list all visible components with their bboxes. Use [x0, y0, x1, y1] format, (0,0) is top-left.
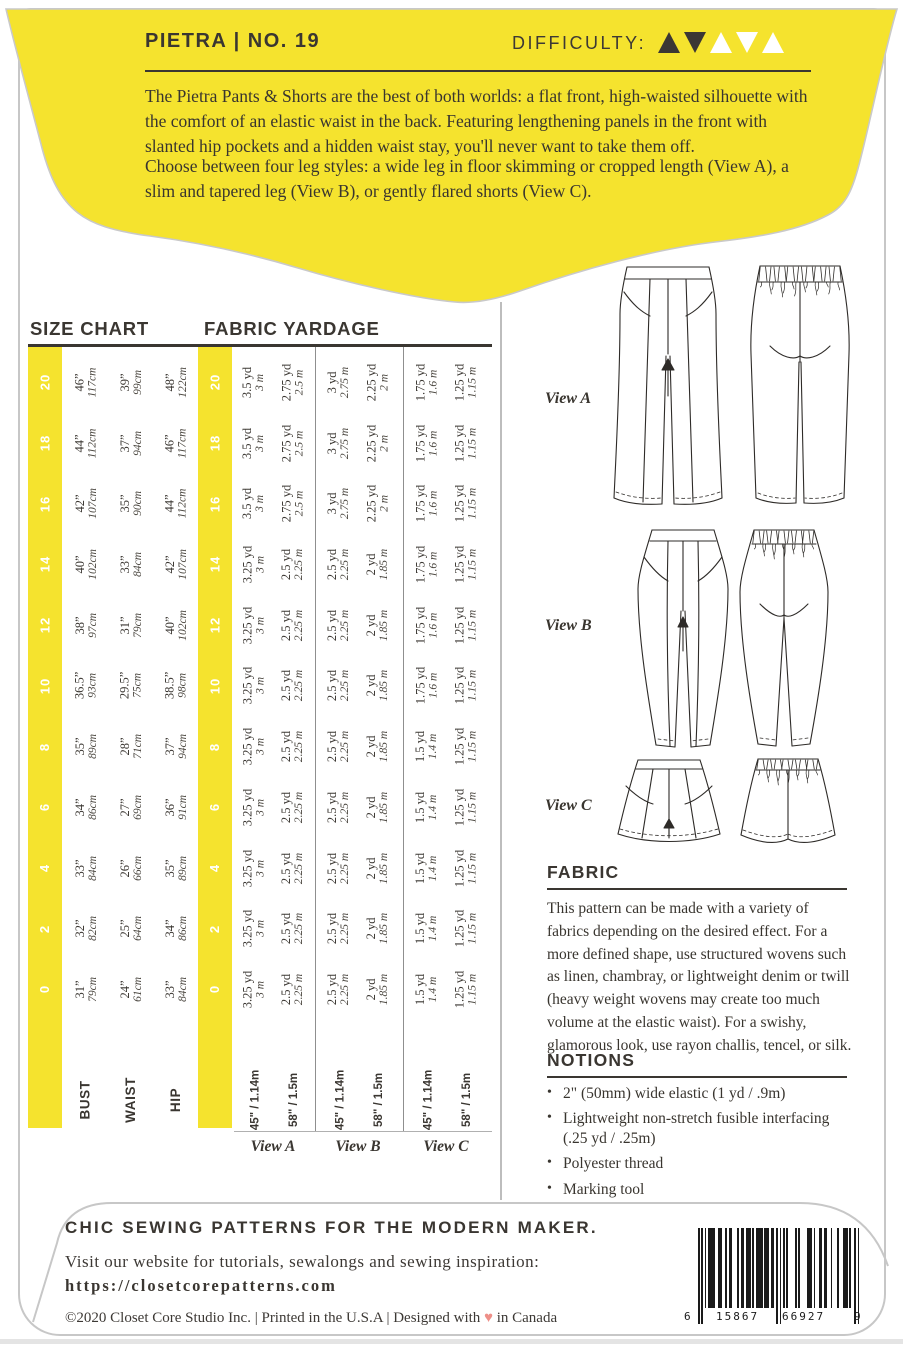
- yardage-size-cell: 6: [207, 803, 223, 812]
- notions-list: [547, 1084, 853, 1205]
- size-chart-size-cell: 20: [37, 374, 53, 391]
- size-chart-measurement-cell: 26” 66cm: [117, 855, 144, 881]
- yardage-size-cell: 8: [207, 742, 223, 751]
- yardage-value-cell: 1.5 yd 1.4 m: [413, 791, 440, 823]
- yardage-width-label: 58" / 1.5m: [461, 1072, 474, 1128]
- yardage-footer-rule: [234, 1131, 492, 1132]
- size-chart-measurement-cell: 35” 90cm: [117, 491, 144, 517]
- barcode-bar: [764, 1228, 769, 1308]
- barcode-bar: [831, 1228, 833, 1308]
- barcode-bar: [776, 1228, 778, 1324]
- yardage-value-cell: 2.25 yd 2 m: [364, 424, 391, 462]
- view-c-label: View C: [545, 797, 592, 814]
- barcode-bar: [798, 1228, 800, 1308]
- yardage-value-cell: 2.5 yd 2.25 m: [325, 730, 352, 763]
- yardage-value-cell: 1.75 yd 1.6 m: [413, 545, 440, 584]
- yardage-value-cell: 2 yd 1.85 m: [364, 730, 391, 763]
- yardage-value-cell: 2.75 yd 2.5 m: [279, 363, 306, 402]
- barcode-bar: [725, 1228, 727, 1308]
- size-chart-measurement-cell: 39” 99cm: [117, 369, 144, 395]
- yardage-value-cell: 1.25 yd 1.15 m: [452, 363, 479, 402]
- footer-url: https://closetcorepatterns.com: [65, 1276, 337, 1295]
- barcode-digit-left: 6: [684, 1310, 691, 1323]
- yardage-value-cell: 1.25 yd 1.15 m: [452, 606, 479, 644]
- size-chart-measurement-cell: 44” 112cm: [72, 428, 99, 458]
- yardage-value-cell: 1.5 yd 1.4 m: [413, 973, 440, 1005]
- yardage-value-cell: 1.25 yd 1.15 m: [452, 484, 479, 523]
- yardage-value-cell: 3.5 yd 3 m: [240, 366, 267, 398]
- size-chart-measurement-cell: 27” 69cm: [117, 794, 144, 820]
- yardage-value-cell: 2.5 yd 2.25 m: [325, 912, 352, 945]
- barcode-bar: [752, 1228, 754, 1308]
- barcode-bar: [698, 1228, 700, 1324]
- yardage-width-label: 58" / 1.5m: [373, 1072, 386, 1128]
- size-chart-measurement-cell: 24” 61cm: [117, 976, 144, 1002]
- yardage-value-cell: 2.5 yd 2.25 m: [279, 730, 306, 763]
- view-b-front-illustration: [634, 527, 732, 751]
- yardage-value-cell: 2.75 yd 2.5 m: [279, 484, 306, 523]
- column-divider: [500, 302, 502, 1200]
- yardage-value-cell: 2 yd 1.85 m: [364, 609, 391, 641]
- yardage-value-cell: 1.75 yd 1.6 m: [413, 667, 440, 705]
- yardage-value-cell: 1.25 yd 1.15 m: [452, 424, 479, 462]
- barcode-bar: [756, 1228, 763, 1308]
- barcode: [684, 1226, 861, 1330]
- yardage-width-label: 45" / 1.14m: [422, 1069, 435, 1131]
- barcode-bar: [819, 1228, 822, 1308]
- size-chart-title: SIZE CHART: [30, 318, 149, 339]
- description-paragraph-2: Choose between four leg styles: a wide leg in floor skimming or cropped length (View A), a slim and tapered leg (View B), or gently flared shorts (View C).: [145, 156, 789, 201]
- fabric-heading: FABRIC: [547, 862, 620, 882]
- size-chart-measurement-cell: 32” 82cm: [72, 916, 99, 942]
- yardage-value-cell: 2.5 yd 2.25 m: [325, 852, 352, 884]
- yardage-value-cell: 2.5 yd 2.25 m: [325, 791, 352, 823]
- barcode-bar: [771, 1228, 774, 1308]
- yardage-value-cell: 2.75 yd 2.5 m: [279, 424, 306, 462]
- yardage-size-cell: 4: [207, 863, 223, 873]
- size-chart-size-cell: 0: [37, 985, 53, 994]
- yardage-value-cell: 1.75 yd 1.6 m: [413, 424, 440, 462]
- notion-item-text: Lightweight non-stretch fusible interfacing (.25 yd / .25m): [563, 1110, 830, 1148]
- view-c-front-illustration: [608, 758, 730, 850]
- yardage-value-cell: 2.5 yd 2.25 m: [279, 973, 306, 1005]
- footer-copyright: [65, 1310, 557, 1327]
- view-a-label: View A: [545, 390, 592, 407]
- yardage-value-cell: 1.75 yd 1.6 m: [413, 484, 440, 523]
- barcode-bar: [807, 1228, 812, 1308]
- barcode-bar: [843, 1228, 848, 1308]
- yardage-value-cell: 1.75 yd 1.6 m: [413, 606, 440, 644]
- size-chart-size-cell: 6: [37, 803, 53, 812]
- notion-item-text: 2" (50mm) wide elastic (1 yd / .9m): [563, 1085, 786, 1102]
- yardage-value-cell: 2 yd 1.85 m: [364, 973, 391, 1005]
- notions-rule: [547, 1076, 847, 1078]
- yardage-size-cell: 20: [207, 374, 223, 391]
- difficulty-row: [512, 31, 790, 55]
- notion-item: [547, 1084, 853, 1104]
- difficulty-triangle: [736, 32, 758, 53]
- yardage-value-cell: 3.5 yd 3 m: [240, 488, 267, 520]
- yardage-value-cell: 3 yd 2.75 m: [325, 427, 352, 459]
- yardage-width-label: 58" / 1.5m: [288, 1072, 301, 1128]
- size-chart-measurement-cell: 31” 79cm: [117, 612, 144, 638]
- yardage-value-cell: 1.25 yd 1.15 m: [452, 545, 479, 584]
- yardage-value-cell: 2.25 yd 2 m: [364, 484, 391, 523]
- yardage-value-cell: 1.25 yd 1.15 m: [452, 727, 479, 766]
- barcode-bar: [814, 1228, 816, 1308]
- yardage-value-cell: 2 yd 1.85 m: [364, 548, 391, 581]
- size-chart-size-cell: 2: [37, 924, 53, 933]
- view-c-back-illustration: [736, 757, 840, 851]
- yardage-value-cell: 1.25 yd 1.15 m: [452, 667, 479, 705]
- size-chart-size-cell: 4: [37, 863, 53, 873]
- barcode-group-2: 66927: [782, 1310, 826, 1323]
- barcode-bar: [718, 1228, 721, 1308]
- barcode-bar: [795, 1228, 797, 1308]
- yardage-value-cell: 2.5 yd 2.25 m: [325, 609, 352, 641]
- yardage-size-cell: 18: [207, 434, 223, 452]
- yardage-value-cell: 2.5 yd 2.25 m: [325, 670, 352, 702]
- yardage-value-cell: 1.5 yd 1.4 m: [413, 913, 440, 945]
- fabric-rule: [547, 888, 847, 890]
- size-chart-measurement-cell: 29.5” 75cm: [117, 672, 144, 700]
- barcode-digit-right: 9: [854, 1310, 861, 1323]
- size-chart-size-cell: 16: [37, 495, 53, 512]
- yardage-value-cell: 2.5 yd 2.25 m: [325, 973, 352, 1005]
- bullet-icon: •: [547, 1085, 552, 1100]
- barcode-bar: [849, 1228, 851, 1308]
- size-chart-size-cell: 14: [37, 556, 53, 573]
- yardage-view-a-label: View A: [250, 1138, 296, 1155]
- bullet-icon: •: [547, 1110, 552, 1126]
- barcode-bar: [708, 1228, 715, 1308]
- yardage-value-cell: 2 yd 1.85 m: [364, 670, 391, 702]
- bullet-icon: •: [547, 1155, 552, 1171]
- barcode-bar: [783, 1228, 785, 1308]
- size-chart-size-cell: 8: [37, 742, 53, 751]
- yardage-value-cell: 2 yd 1.85 m: [364, 852, 391, 884]
- yardage-size-cell: 14: [207, 556, 223, 573]
- size-chart-size-cell: 18: [37, 434, 53, 452]
- notion-item-text: Marking tool: [563, 1180, 645, 1198]
- copyright-text-end: in Canada: [492, 1310, 558, 1326]
- yardage-value-cell: 2.5 yd 2.25 m: [279, 548, 306, 581]
- yardage-size-cell: 0: [207, 985, 223, 994]
- notions-heading: NOTIONS: [547, 1050, 636, 1070]
- size-chart-measurement-cell: 46” 117cm: [72, 367, 99, 398]
- yardage-value-cell: 1.5 yd 1.4 m: [413, 730, 440, 763]
- size-chart-measurement-cell: 37” 94cm: [162, 734, 189, 759]
- barcode-bar: [746, 1228, 751, 1308]
- size-chart-row-label: HIP: [168, 1087, 184, 1113]
- size-chart-measurement-cell: 40” 102cm: [162, 609, 189, 641]
- size-chart-measurement-cell: 35” 89cm: [162, 855, 189, 881]
- flap-divider: [145, 70, 811, 72]
- yardage-value-cell: 1.25 yd 1.15 m: [452, 970, 479, 1009]
- bullet-icon: •: [547, 1180, 552, 1196]
- yardage-value-cell: 3.25 yd 3 m: [240, 606, 267, 644]
- yardage-value-cell: 2.5 yd 2.25 m: [325, 548, 352, 581]
- barcode-bar: [786, 1228, 788, 1308]
- size-chart-measurement-cell: 48” 122cm: [162, 367, 189, 398]
- yardage-value-cell: 3 yd 2.75 m: [325, 488, 352, 520]
- yardage-size-cell: 2: [207, 924, 223, 933]
- view-a-back-illustration: [738, 264, 862, 514]
- yardage-value-cell: 2.5 yd 2.25 m: [279, 912, 306, 945]
- yardage-value-cell: 2.5 yd 2.25 m: [279, 852, 306, 884]
- size-chart-measurement-cell: 28” 71cm: [117, 734, 144, 759]
- size-chart-measurement-cell: 34” 86cm: [72, 794, 99, 820]
- yardage-size-cell: 10: [207, 677, 223, 695]
- yardage-value-cell: 3.25 yd 3 m: [240, 970, 267, 1009]
- barcode-bar: [737, 1228, 739, 1308]
- yardage-value-cell: 3.25 yd 3 m: [240, 545, 267, 584]
- size-chart-measurement-cell: 34” 86cm: [162, 916, 189, 942]
- size-chart-measurement-cell: 37” 94cm: [117, 430, 144, 456]
- notion-item: [547, 1154, 853, 1174]
- view-b-label: View B: [545, 617, 592, 634]
- yardage-value-cell: 3.25 yd 3 m: [240, 667, 267, 705]
- difficulty-triangle: [684, 32, 706, 53]
- barcode-bar: [824, 1228, 827, 1308]
- size-chart-measurement-cell: 35” 89cm: [72, 734, 99, 759]
- yardage-value-cell: 2.25 yd 2 m: [364, 363, 391, 402]
- yardage-value-cell: 2.5 yd 2.25 m: [279, 609, 306, 641]
- size-chart-size-cell: 12: [37, 616, 53, 634]
- yardage-value-cell: 3.25 yd 3 m: [240, 727, 267, 766]
- size-chart-measurement-cell: 38.5” 98cm: [162, 672, 189, 700]
- pattern-title: PIETRA | NO. 19: [145, 30, 321, 52]
- size-chart-measurement-cell: 36.5” 93cm: [72, 672, 99, 700]
- size-chart-measurement-cell: 31” 79cm: [72, 976, 99, 1002]
- size-chart-measurement-cell: 33” 84cm: [72, 855, 99, 881]
- size-chart-size-cell: 10: [37, 677, 53, 695]
- yardage-view-b-label: View B: [335, 1138, 381, 1155]
- size-chart-measurement-cell: 36” 91cm: [162, 794, 189, 820]
- footer-tagline: CHIC SEWING PATTERNS FOR THE MODERN MAKER.: [65, 1218, 598, 1237]
- barcode-bar: [741, 1228, 744, 1308]
- size-chart-row-label: WAIST: [123, 1077, 139, 1123]
- yardage-size-cell: 12: [207, 616, 223, 634]
- yardage-value-cell: 2.5 yd 2.25 m: [279, 791, 306, 823]
- difficulty-triangle: [658, 32, 680, 53]
- yardage-value-cell: 2 yd 1.85 m: [364, 912, 391, 945]
- yardage-value-cell: 1.25 yd 1.15 m: [452, 909, 479, 948]
- yardage-width-label: 45" / 1.14m: [334, 1069, 347, 1131]
- yardage-width-label: 45" / 1.14m: [249, 1069, 262, 1131]
- copyright-text: ©2020 Closet Core Studio Inc. | Printed in the U.S.A | Designed with: [65, 1310, 485, 1326]
- difficulty-triangle: [710, 32, 732, 53]
- yardage-value-cell: 2.5 yd 2.25 m: [279, 670, 306, 702]
- yardage-value-cell: 2 yd 1.85 m: [364, 791, 391, 823]
- footer-visit-line: Visit our website for tutorials, sewalongs and sewing inspiration:: [65, 1252, 540, 1271]
- size-chart-measurement-cell: 38” 97cm: [72, 612, 99, 638]
- barcode-bar: [701, 1228, 703, 1324]
- size-chart-measurement-cell: 42” 107cm: [72, 488, 99, 520]
- notion-item-text: Polyester thread: [563, 1155, 664, 1173]
- yardage-view-c-label: View C: [423, 1138, 469, 1155]
- size-chart-measurement-cell: 25” 64cm: [117, 916, 144, 942]
- view-a-front-illustration: [612, 264, 724, 514]
- barcode-bar: [705, 1228, 707, 1308]
- yardage-divider-b-c: [403, 347, 404, 1132]
- size-chart-measurement-cell: 33” 84cm: [117, 551, 144, 577]
- description-paragraph-1: The Pietra Pants & Shorts are the best of both worlds: a flat front, high-waisted silhouette with the comfort of an elastic waist in the back. Featuring lengthening panels in the front with slanted hip pockets and a hidden waist stay, you'll never want to take them off.: [145, 86, 808, 156]
- barcode-group-1: 15867: [716, 1310, 760, 1323]
- size-chart-measurement-cell: 42” 107cm: [162, 549, 189, 580]
- fabric-body: This pattern can be made with a variety of fabrics depending on the desired effect. For a more defined shape, use structured wovens such as linen, chambray, or lightweight denim or twill (heavy weight wovens may create too much volume at the elastic waist). For a swishy, glamorous look, use rayon challis, tencel, or silk.: [547, 900, 852, 1054]
- notion-item: [547, 1109, 853, 1149]
- size-chart-measurement-cell: 33” 84cm: [162, 976, 189, 1002]
- fabric-yardage-title: FABRIC YARDAGE: [204, 318, 380, 339]
- barcode-bar: [837, 1228, 839, 1308]
- difficulty-triangle: [762, 32, 784, 53]
- yardage-size-cell: 16: [207, 495, 223, 512]
- yardage-value-cell: 3.25 yd 3 m: [240, 849, 267, 887]
- difficulty-label: DIFFICULTY:: [512, 32, 647, 53]
- yardage-value-cell: 3.25 yd 3 m: [240, 909, 267, 948]
- yardage-value-cell: 1.25 yd 1.15 m: [452, 849, 479, 887]
- yardage-divider-a-b: [315, 347, 316, 1132]
- size-chart-measurement-cell: 46” 117cm: [162, 428, 189, 458]
- difficulty-rating-icon: [658, 31, 790, 55]
- yardage-value-cell: 1.5 yd 1.4 m: [413, 852, 440, 884]
- size-chart-row-label: BUST: [78, 1080, 94, 1120]
- table-top-rule: [28, 344, 492, 347]
- barcode-bar: [729, 1228, 732, 1308]
- size-chart-measurement-cell: 44” 112cm: [162, 488, 189, 519]
- yardage-value-cell: 1.25 yd 1.15 m: [452, 788, 479, 826]
- view-b-back-illustration: [734, 528, 834, 750]
- yardage-value-cell: 3.25 yd 3 m: [240, 788, 267, 826]
- yardage-value-cell: 3 yd 2.75 m: [325, 366, 352, 398]
- heart-icon: ♥: [484, 1310, 493, 1326]
- yardage-value-cell: 1.75 yd 1.6 m: [413, 363, 440, 402]
- yardage-value-cell: 3.5 yd 3 m: [240, 427, 267, 459]
- size-chart-measurement-cell: 40” 102cm: [72, 549, 99, 580]
